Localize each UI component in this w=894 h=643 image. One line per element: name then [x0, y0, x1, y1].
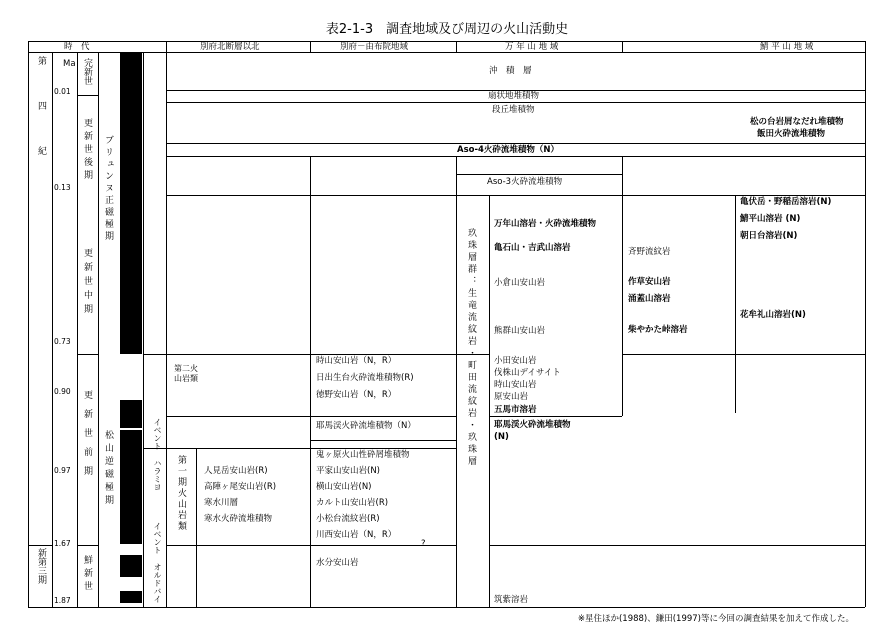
takasaki-andesite: 高陣ヶ尾安山岩(R)	[204, 482, 277, 492]
asahidai-lava: 朝日台溶岩(N)	[740, 231, 798, 241]
tokiyama-andesite-m: 時山安山岩	[494, 380, 537, 390]
okurayama-andesite: 小倉山安山岩	[494, 278, 546, 288]
age-label: 1.67	[54, 539, 71, 548]
mizuwake-andesite: 水分安山岩	[316, 558, 359, 568]
epoch-early-pleistocene: 更新世前期	[82, 390, 92, 485]
karuto-andesite: カルト山安山岩(R)	[316, 498, 389, 508]
fan-deposit: 扇状地堆積物	[488, 91, 540, 101]
event-jaramillo: イベント ハラミヨ	[153, 418, 162, 491]
yabakei-pfd: 耶馬渓火砕流堆積物（N）	[316, 421, 416, 431]
magnetic-matuyama: 松山逆磁極期	[103, 430, 113, 508]
iidata-pfd: 飯田火砕流堆積物	[757, 129, 826, 139]
goma-lava: 五馬市溶岩	[494, 405, 537, 415]
polarity-bar	[120, 52, 142, 354]
header-mannenzan: 万 年 山 地 域	[505, 42, 559, 52]
polarity-bar	[120, 430, 142, 544]
ma-label: Ma	[63, 59, 76, 69]
kawanishi-andesite: 川西安山岩（N，R）	[316, 530, 397, 540]
aso3-pfd: Aso-3火砕流堆積物	[487, 177, 563, 187]
hijiudai-pfd: 日出生台火砕流堆積物(R)	[316, 373, 414, 383]
kaifusedake-lava: 亀伏岳・野稲岳溶岩(N)	[740, 197, 832, 207]
kusu-group: 玖珠層群：生竜流紋岩・町田流紋岩・玖珠層	[466, 228, 476, 468]
mannenzan-lava: 万年山溶岩・火砕流堆積物	[494, 219, 597, 229]
alluvium: 沖 積 層	[489, 66, 532, 76]
tsunoi-lava: 涌蓋山溶岩	[628, 294, 671, 304]
age-label: 0.90	[54, 387, 71, 396]
header-beppu-north: 別府北断層以北	[200, 42, 260, 52]
shigayakata-lava: 柴やかた峠溶岩	[628, 325, 688, 335]
fukayama-dacite: 伐株山デイサイト	[494, 368, 561, 378]
polarity-bar	[120, 400, 142, 428]
kumamure-andesite: 熊群山安山岩	[494, 326, 546, 336]
phase2-volcanics: 第二火山岩類	[174, 364, 198, 384]
age-label: 0.01	[54, 87, 71, 96]
matsunodai-debris: 松の台岩屑なだれ堆積物	[750, 117, 844, 127]
age-label: 0.97	[54, 466, 71, 475]
period-tertiary: 新第三期	[36, 548, 46, 584]
event-olduvai: イベント オルドバイ	[153, 522, 162, 603]
table-title: 表2-1-3 調査地域及び周辺の火山活動史	[325, 22, 569, 37]
polarity-bar	[120, 591, 142, 603]
epoch-late-pleistocene: 更新世後期	[82, 118, 92, 183]
phase1-volcanics: 第一期火山岩類	[176, 455, 186, 532]
hirai-andesite: 平家山安山岩(N)	[316, 466, 380, 476]
age-label: 1.87	[54, 596, 71, 605]
yabakei-n: (N)	[494, 432, 509, 442]
hitomi-andesite: 人見岳安山岩(R)	[204, 466, 268, 476]
magnetic-brunhes: ブリュンヌ正磁極期	[103, 135, 113, 243]
onigahara-deposit: 鬼ヶ原火山性砕屑堆積物	[316, 450, 410, 460]
kusuhirazan-lava: 鯖平山溶岩 (N)	[740, 214, 801, 224]
footnote: ※星住ほか(1988)、鎌田(1997)等に今回の調査結果を加えて作成した。	[577, 614, 854, 624]
header-beppu-yufuin: 別府－由布院地域	[340, 42, 409, 52]
terrace-deposit: 段丘堆積物	[492, 105, 535, 115]
epoch-holocene: 完新世	[82, 58, 92, 85]
epoch-pliocene: 鮮新世	[82, 555, 92, 594]
tokuno-andesite: 徳野安山岩（N，R）	[316, 390, 397, 400]
yokoyama-andesite: 横山安山岩(N)	[316, 482, 372, 492]
header-kusuhirazan: 鯖 平 山 地 域	[760, 42, 814, 52]
sakugi-andesite: 作草安山岩	[628, 277, 671, 287]
tokiyama-andesite: 時山安山岩（N，R）	[316, 356, 397, 366]
period-quaternary: 第四紀	[36, 56, 46, 191]
header-era: 時 代	[64, 42, 90, 52]
kamuresan-lava: 花牟礼山溶岩(N)	[740, 310, 806, 320]
kurisu-formation: 寒水川層	[204, 498, 239, 508]
kameishi-lava: 亀石山・吉武山溶岩	[494, 243, 571, 253]
question-mark: ?	[421, 539, 426, 549]
epoch-middle-pleistocene: 更新世中期	[82, 248, 92, 318]
aso4-pfd: Aso-4火砕流堆積物（N）	[457, 145, 560, 155]
yabakei-pfd-m: 耶馬渓火砕流堆積物	[494, 420, 571, 430]
kurisu-pfd: 寒水火砕流堆積物	[204, 514, 273, 524]
polarity-bar	[120, 555, 142, 577]
age-label: 0.73	[54, 337, 71, 346]
komatsudai-rhyolite: 小松台流紋岩(R)	[316, 514, 380, 524]
odayama-andesite: 小田安山岩	[494, 356, 537, 366]
age-label: 0.13	[54, 183, 71, 192]
harayasan-andesite: 原安山岩	[494, 392, 529, 402]
chikushi-lava: 筑紫溶岩	[494, 595, 529, 605]
kiyono-rhyolite: 斉野流紋岩	[628, 247, 671, 257]
